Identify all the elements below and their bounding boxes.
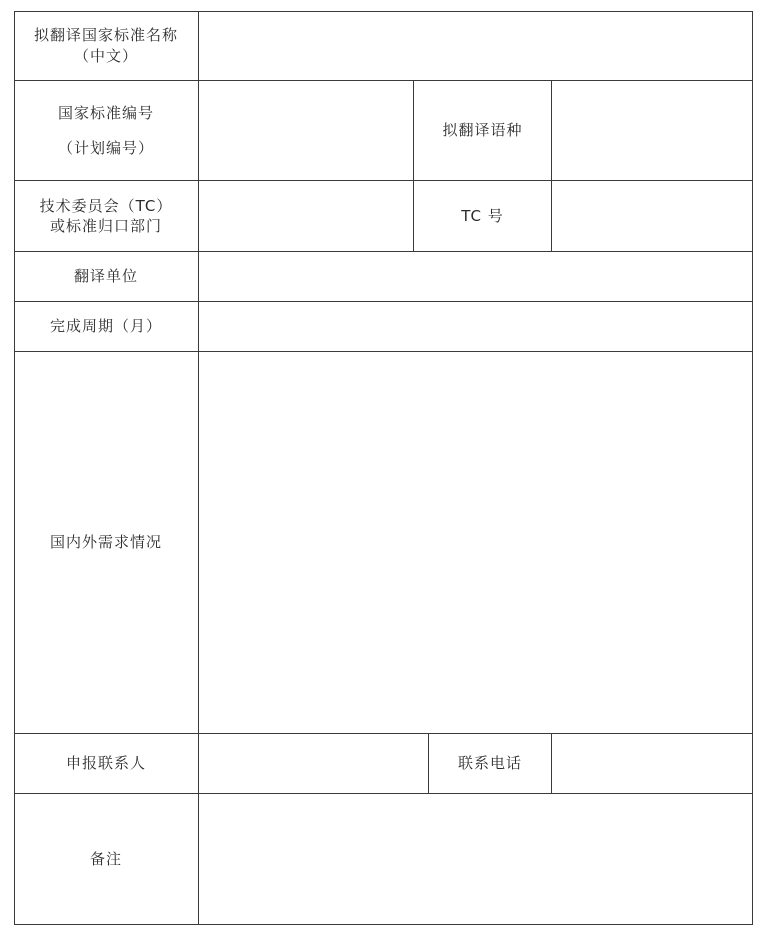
translation-unit-label-text: 翻译单位 [73,267,138,286]
contact-phone-label-text: 联系电话 [457,754,522,773]
remarks-field[interactable] [200,795,751,923]
standard-name-field[interactable] [200,13,751,79]
translation-unit-field[interactable] [200,253,751,300]
target-language-label [414,81,551,180]
completion-period-label [14,302,198,351]
standard-name-label-line1: 拟翻译国家标准名称 [33,26,178,45]
table-border-bottom [14,924,753,925]
translation-unit-label [14,252,198,301]
demand-situation-label-text: 国内外需求情况 [49,533,162,552]
standard-name-label [14,11,198,80]
remarks-label-text: 备注 [89,849,122,868]
contact-person-field[interactable] [200,735,427,792]
tc-label [14,181,198,251]
demand-situation-label [14,352,198,733]
target-language-label-text: 拟翻译语种 [442,121,523,140]
standard-number-label-line1: 国家标准编号 [57,104,154,123]
tc-number-label [414,181,551,251]
completion-period-field[interactable] [200,303,751,350]
demand-situation-field[interactable] [200,353,751,732]
standard-name-label-line2: （中文） [73,46,138,65]
contact-person-label-text: 申报联系人 [65,754,146,773]
tc-number-label-text: TC 号 [461,206,504,225]
completion-period-label-text: 完成周期（月） [49,317,162,336]
tc-label-line1: 技术委员会（TC） [39,196,173,215]
tc-number-field[interactable] [553,182,751,250]
contact-phone-label [429,734,551,793]
contact-phone-field[interactable] [553,735,751,792]
remarks-label [14,794,198,924]
target-language-field[interactable] [553,82,751,179]
standard-number-label-line2: （计划编号） [57,138,154,157]
translation-application-form [14,11,753,925]
tc-label-line2: 或标准归口部门 [49,217,162,235]
contact-person-label [14,734,198,793]
table-border-right [752,11,753,925]
standard-number-label [14,81,198,180]
standard-number-field[interactable] [200,82,412,179]
tc-field[interactable] [200,182,412,250]
